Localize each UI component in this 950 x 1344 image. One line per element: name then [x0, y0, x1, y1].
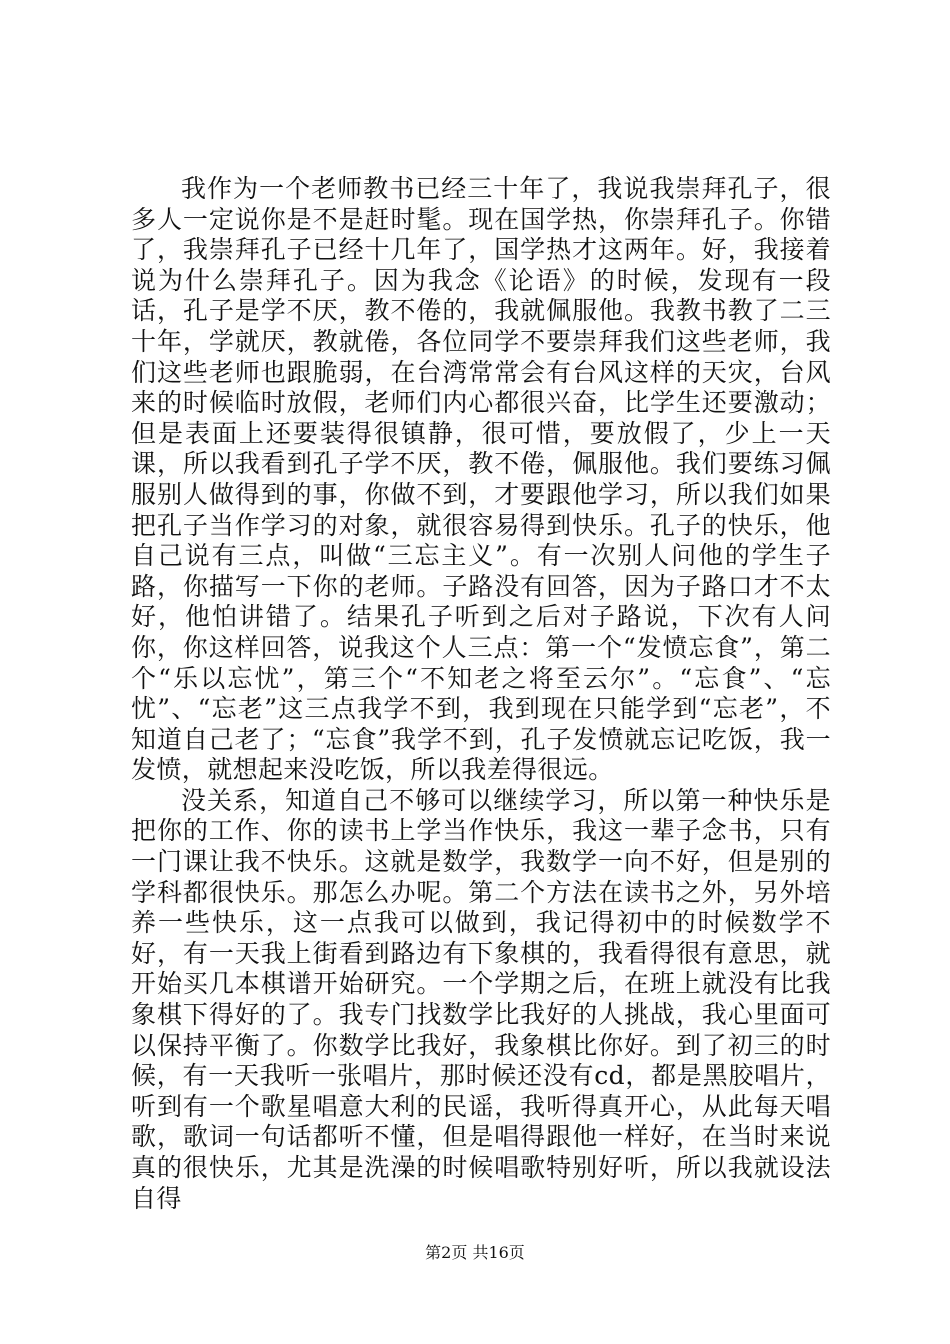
page-number-footer: 第2页 共16页 — [425, 1243, 525, 1262]
document-body — [131, 174, 831, 1214]
body-paragraph: 我作为一个老师教书已经三十年了，我说我崇拜孔子，很多人一定说你是不是赶时髦。现在国学热，你崇拜孔子。你错了，我崇拜孔子已经十几年了，国学热才这两年。好，我接着说为什么崇拜孔子。因为我念《论语》的时候，发现有一段话，孔子是学不厌，教不倦的，我就佩服他。我教书教了二三十年，学就厌，教就倦，各位同学不要崇拜我们这些老师，我们这些老师也跟脆弱，在台湾常常会有台风这样的天灾，台风来的时候临时放假，老师们内心都很兴奋，比学生还要激动；但是表面上还要装得很镇静，很可惜，要放假了，少上一天课，所以我看到孔子学不厌，教不倦，佩服他。我们要练习佩服别人做得到的事，你做不到，才要跟他学习，所以我们如果把孔子当作学习的对象，就很容易得到快乐。孔子的快乐，他自己说有三点，叫做“三忘主义”。有一次别人问他的学生子路，你描写一下你的老师。子路没有回答，因为子路口才不太好，他怕讲错了。结果孔子听到之后对子路说，下次有人问你，你这样回答，说我这个人三点：第一个“发愤忘食”，第二个“乐以忘忧”，第三个“不知老之将至云尔”。“忘食”、“忘忧”、“忘老”这三点我学不到，我到现在只能学到“忘老”，不知道自己老了；“忘食”我学不到，孔子发愤就忘记吃饭，我一发愤，就想起来没吃饭，所以我差得很远。 — [131, 174, 831, 785]
body-paragraph: 没关系，知道自己不够可以继续学习，所以第一种快乐是把你的工作、你的读书上学当作快乐，我这一辈子念书，只有一门课让我不快乐。这就是数学，我数学一向不好，但是别的学科都很快乐。那怎么办呢。第二个方法在读书之外，另外培养一些快乐，这一点我可以做到，我记得初中的时候数学不好，有一天我上街看到路边有下象棋的，我看得很有意思，就开始买几本棋谱开始研究。一个学期之后，在班上就没有比我象棋下得好的了。我专门找数学比我好的人挑战，我心里面可以保持平衡了。你数学比我好，我象棋比你好。到了初三的时候，有一天我听一张唱片，那时候还没有cd，都是黑胶唱片，听到有一个歌星唱意大利的民谣，我听得真开心，从此每天唱歌，歌词一句话都听不懂，但是唱得跟他一样好，在当时来说真的很快乐，尤其是洗澡的时候唱歌特别好听，所以我就设法自得 — [131, 785, 831, 1213]
